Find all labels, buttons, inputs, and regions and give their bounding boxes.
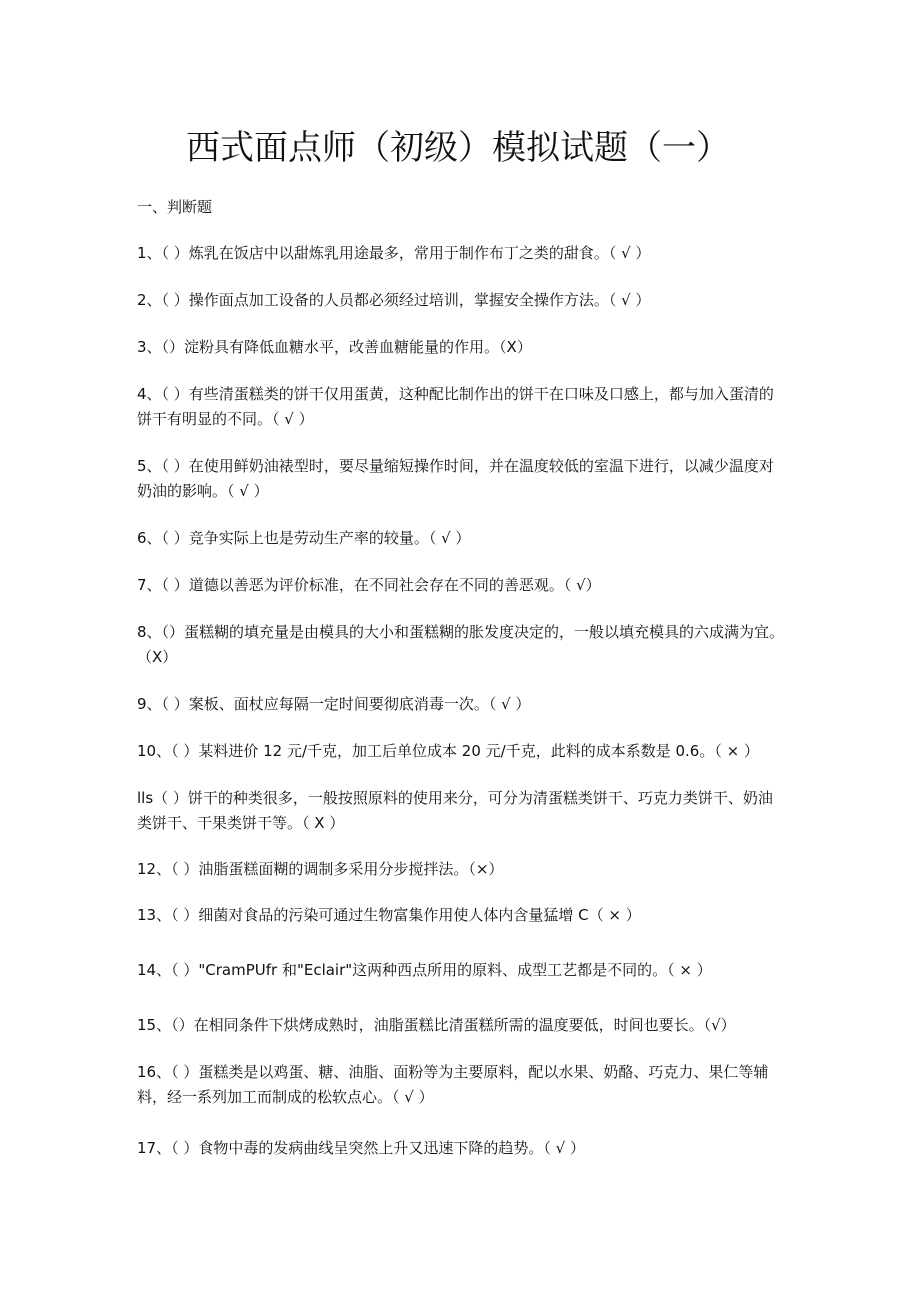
question-item: 12、（ ）油脂蛋糕面糊的调制多采用分步搅拌法。（×） — [137, 860, 504, 878]
section-heading: 一、判断题 — [137, 198, 213, 216]
question-item: 1、（ ）炼乳在饭店中以甜炼乳用途最多，常用于制作布丁之类的甜食。（ √ ） — [137, 244, 651, 262]
question-item: 15、（）在相同条件下烘烤成熟时，油脂蛋糕比清蛋糕所需的温度要低，时间也要长。（√） — [137, 1016, 736, 1034]
question-item: 16、（ ）蛋糕类是以鸡蛋、糖、油脂、面粉等为主要原料，配以水果、奶酪、巧克力、果仁等辅料，经一系列加工而制成的松软点心。（ √ ） — [137, 1063, 769, 1106]
question-item: 10、（ ）某料进价 12 元/千克，加工后单位成本 20 元/千克，此料的成本系数是 0.6。（ × ） — [137, 742, 759, 760]
question-item: 13、（ ）细菌对食品的污染可通过生物富集作用使人体内含量猛增 C（ × ） — [137, 906, 641, 924]
question-item: 5、（ ）在使用鲜奶油裱型时，要尽量缩短操作时间，并在温度较低的室温下进行，以减少温度对奶油的影响。（ √ ） — [137, 457, 774, 500]
question-item: lls（ ）饼干的种类很多，一般按照原料的使用来分，可分为清蛋糕类饼干、巧克力类饼干、奶油类饼干、干果类饼干等。（ X ） — [137, 789, 773, 832]
question-item: 3、（）淀粉具有降低血糖水平，改善血糖能量的作用。（X） — [137, 338, 532, 356]
question-item: 6、（ ）竞争实际上也是劳动生产率的较量。（ √ ） — [137, 529, 471, 547]
question-item: 9、（ ）案板、面杖应每隔一定时间要彻底消毒一次。（ √ ） — [137, 695, 531, 713]
question-item: 14、（ ）"CramPUfr 和"Eclair"这两种西点所用的原料、成型工艺都是不同的。（ × ） — [137, 961, 712, 979]
document-title: 西式面点师（初级）模拟试题（一） — [186, 128, 730, 168]
question-item: 17、（ ）食物中毒的发病曲线呈突然上升又迅速下降的趋势。（ √ ） — [137, 1139, 585, 1157]
question-item: 2、（ ）操作面点加工设备的人员都必须经过培训，掌握安全操作方法。（ √ ） — [137, 291, 651, 309]
question-item: 4、（ ）有些清蛋糕类的饼干仅用蛋黄，这种配比制作出的饼干在口味及口感上，都与加入蛋清的饼干有明显的不同。（ √ ） — [137, 385, 774, 428]
question-item: 7、（ ）道德以善恶为评价标准，在不同社会存在不同的善恶观。（ √） — [137, 576, 601, 594]
question-item: 8、（）蛋糕糊的填充量是由模具的大小和蛋糕糊的胀发度决定的，一般以填充模具的六成满为宜。（X） — [137, 623, 785, 666]
